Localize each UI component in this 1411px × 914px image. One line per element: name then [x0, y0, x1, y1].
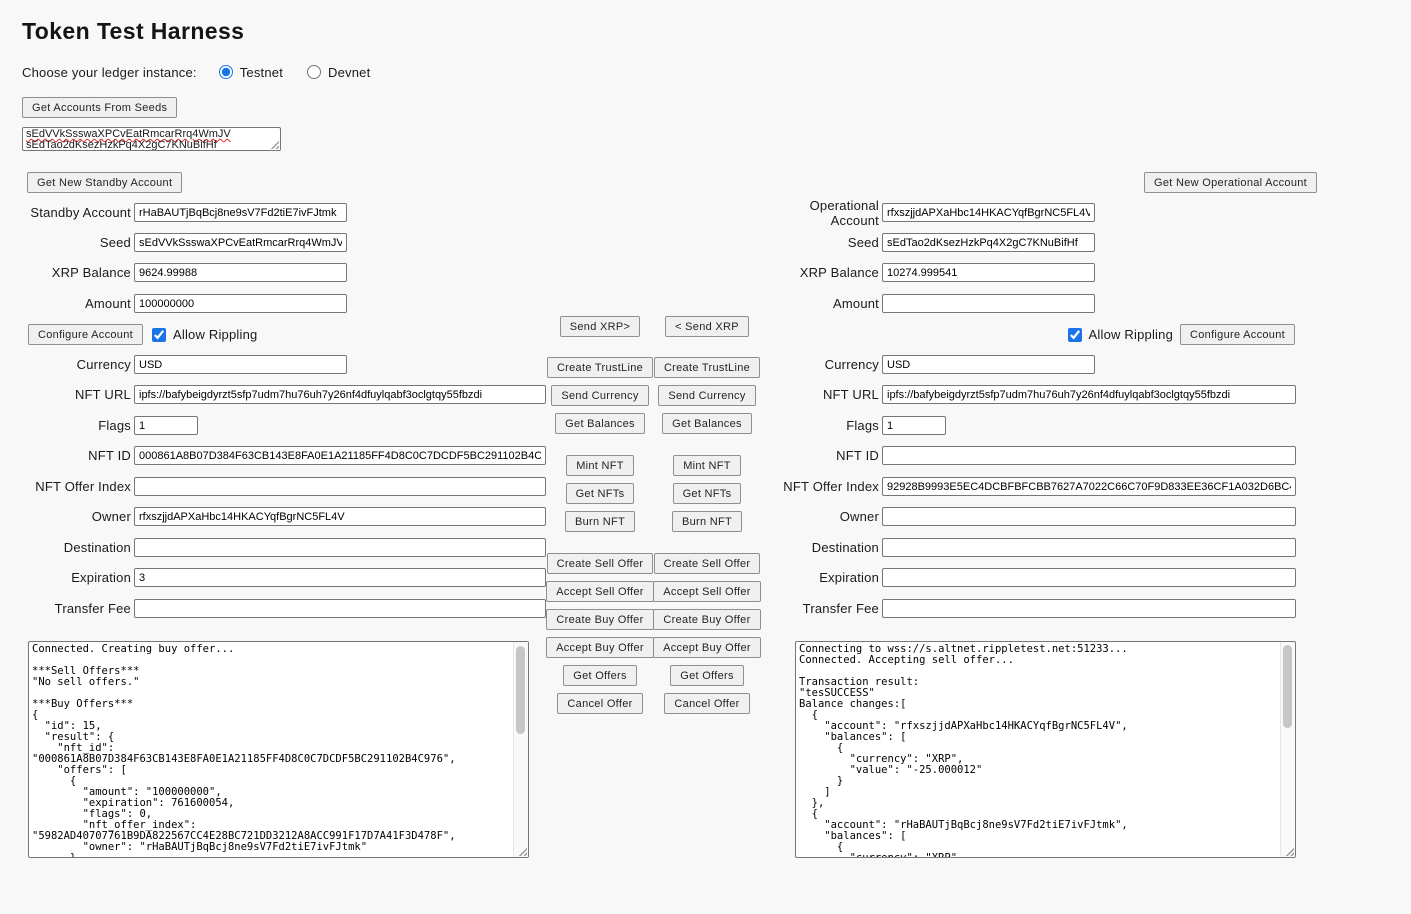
standby-owner-row: [20, 507, 546, 526]
standby-seed-input[interactable]: [134, 233, 347, 252]
standby-destination-label: Destination: [63, 540, 131, 555]
get-accounts-from-seeds-button[interactable]: Get Accounts From Seeds: [22, 97, 177, 118]
standby-configure-account-button[interactable]: Configure Account: [28, 324, 143, 345]
operational-nft-id-input[interactable]: [882, 446, 1296, 465]
operational-nft-id-label: NFT ID: [836, 448, 879, 463]
operational-currency-label: Currency: [824, 357, 879, 372]
mint-nft-operational-button[interactable]: Mint NFT: [673, 455, 741, 476]
devnet-radio-label: Devnet: [328, 64, 371, 80]
standby-expiration-label: Expiration: [71, 570, 131, 585]
operational-allow-rippling-checkbox[interactable]: [1068, 328, 1082, 342]
page-title: Token Test Harness: [22, 18, 245, 44]
standby-account-label: Standby Account: [30, 205, 131, 220]
standby-balance-label: XRP Balance: [51, 265, 131, 280]
operational-allow-rippling-label: Allow Rippling: [1088, 327, 1173, 342]
operational-nft-id-row: [760, 446, 1296, 465]
standby-owner-input[interactable]: [134, 507, 546, 526]
operational-transfer-fee-input[interactable]: [882, 599, 1296, 618]
get-offers-standby-button[interactable]: Get Offers: [563, 665, 637, 686]
get-new-operational-account-button[interactable]: Get New Operational Account: [1144, 172, 1317, 193]
operational-owner-row: [760, 507, 1296, 526]
get-new-standby-account-button[interactable]: Get New Standby Account: [27, 172, 182, 193]
operational-expiration-label: Expiration: [819, 570, 879, 585]
operational-expiration-row: [760, 568, 1296, 587]
standby-actions-column: [545, 316, 655, 714]
create-trustline-standby-button[interactable]: Create TrustLine: [547, 357, 653, 378]
standby-currency-label: Currency: [76, 357, 131, 372]
operational-currency-row: [760, 355, 1095, 374]
standby-destination-row: [20, 538, 546, 557]
operational-amount-label: Amount: [832, 296, 879, 311]
testnet-radio-label: Testnet: [239, 64, 284, 80]
operational-owner-input[interactable]: [882, 507, 1296, 526]
ledger-prompt: Choose your ledger instance:: [22, 64, 197, 80]
operational-nft-url-input[interactable]: [882, 385, 1296, 404]
standby-results-area: [28, 641, 529, 858]
devnet-radio[interactable]: [307, 65, 321, 79]
operational-seed-label: Seed: [847, 235, 879, 250]
standby-seed-label: Seed: [99, 235, 131, 250]
seeds-textarea[interactable]: [22, 127, 281, 151]
operational-currency-input[interactable]: [882, 355, 1095, 374]
create-trustline-operational-button[interactable]: Create TrustLine: [654, 357, 760, 378]
scrollbar-thumb[interactable]: [516, 646, 525, 734]
standby-amount-input[interactable]: [134, 294, 347, 313]
accept-buy-offer-standby-button[interactable]: Accept Buy Offer: [546, 637, 654, 658]
standby-balance-input[interactable]: [134, 263, 347, 282]
burn-nft-standby-button[interactable]: Burn NFT: [565, 511, 635, 532]
seed-line-1: sEdVVkSsswaXPCvEatRmcarRrq4WmJV: [26, 128, 231, 140]
operational-nft-offer-index-row: [760, 477, 1296, 496]
operational-balance-row: [760, 263, 1095, 282]
standby-owner-label: Owner: [91, 509, 131, 524]
standby-seed-row: [20, 233, 347, 252]
standby-nft-url-row: [20, 385, 546, 404]
standby-transfer-fee-row: [20, 599, 546, 618]
standby-allow-rippling-label: Allow Rippling: [173, 327, 258, 342]
ledger-chooser: [22, 63, 394, 81]
get-balances-operational-button[interactable]: Get Balances: [662, 413, 752, 434]
operational-destination-row: [760, 538, 1296, 557]
send-currency-operational-button[interactable]: Send Currency: [658, 385, 755, 406]
standby-flags-input[interactable]: [134, 416, 198, 435]
operational-transfer-fee-label: Transfer Fee: [802, 601, 879, 616]
operational-seed-row: [760, 233, 1095, 252]
standby-account-row: [20, 203, 347, 222]
standby-nft-id-label: NFT ID: [88, 448, 131, 463]
create-sell-offer-standby-button[interactable]: Create Sell Offer: [547, 553, 654, 574]
standby-flags-row: [20, 416, 198, 435]
operational-amount-row: [760, 294, 1095, 313]
standby-destination-input[interactable]: [134, 538, 546, 557]
operational-flags-row: [760, 416, 946, 435]
operational-results-vertical-scrollbar[interactable]: [1280, 642, 1295, 857]
standby-allow-rippling-checkbox[interactable]: [152, 328, 166, 342]
standby-nft-offer-index-row: [20, 477, 546, 496]
standby-nft-offer-index-label: NFT Offer Index: [35, 479, 131, 494]
standby-expiration-row: [20, 568, 546, 587]
cancel-offer-operational-button[interactable]: Cancel Offer: [664, 693, 749, 714]
operational-actions-column: [652, 316, 762, 714]
standby-configure-row: [28, 324, 257, 345]
operational-balance-label: XRP Balance: [799, 265, 879, 280]
accept-sell-offer-operational-button[interactable]: Accept Sell Offer: [653, 581, 760, 602]
operational-expiration-input[interactable]: [882, 568, 1296, 587]
get-offers-operational-button[interactable]: Get Offers: [670, 665, 744, 686]
mint-nft-standby-button[interactable]: Mint NFT: [566, 455, 634, 476]
testnet-radio[interactable]: [219, 65, 233, 79]
operational-account-row: [760, 197, 1095, 228]
operational-amount-input[interactable]: [882, 294, 1095, 313]
standby-currency-input[interactable]: [134, 355, 347, 374]
standby-flags-label: Flags: [98, 418, 131, 433]
standby-expiration-input[interactable]: [134, 568, 546, 587]
standby-nft-url-label: NFT URL: [74, 387, 131, 402]
standby-currency-row: [20, 355, 347, 374]
operational-owner-label: Owner: [839, 509, 879, 524]
create-sell-offer-operational-button[interactable]: Create Sell Offer: [654, 553, 761, 574]
send-xrp-standby-button[interactable]: Send XRP>: [560, 316, 641, 337]
operational-transfer-fee-row: [760, 599, 1296, 618]
operational-nft-url-row: [760, 385, 1296, 404]
standby-nft-id-input[interactable]: [134, 446, 546, 465]
create-buy-offer-operational-button[interactable]: Create Buy Offer: [653, 609, 760, 630]
operational-destination-label: Destination: [811, 540, 879, 555]
operational-nft-url-label: NFT URL: [822, 387, 879, 402]
standby-nft-id-row: [20, 446, 546, 465]
standby-transfer-fee-input[interactable]: [134, 599, 546, 618]
seed-line-2: sEdTao2dKsezHzkPq4X2gC7KNuBifHf: [26, 139, 217, 151]
accept-sell-offer-standby-button[interactable]: Accept Sell Offer: [546, 581, 653, 602]
operational-flags-label: Flags: [846, 418, 879, 433]
operational-destination-input[interactable]: [882, 538, 1296, 557]
operational-account-input[interactable]: [882, 203, 1095, 222]
standby-nft-offer-index-input[interactable]: [134, 477, 546, 496]
standby-results-textarea[interactable]: [28, 641, 529, 858]
standby-amount-label: Amount: [84, 296, 131, 311]
burn-nft-operational-button[interactable]: Burn NFT: [672, 511, 742, 532]
standby-balance-row: [20, 263, 347, 282]
create-buy-offer-standby-button[interactable]: Create Buy Offer: [546, 609, 653, 630]
operational-results-textarea[interactable]: [795, 641, 1296, 858]
operational-flags-input[interactable]: [882, 416, 946, 435]
standby-transfer-fee-label: Transfer Fee: [54, 601, 131, 616]
operational-nft-offer-index-input[interactable]: [882, 477, 1296, 496]
standby-amount-row: [20, 294, 347, 313]
scrollbar-thumb[interactable]: [1283, 645, 1292, 728]
operational-configure-row: [881, 324, 1295, 345]
standby-account-input[interactable]: [134, 203, 347, 222]
operational-results-area: [795, 641, 1296, 858]
get-nfts-standby-button[interactable]: Get NFTs: [566, 483, 635, 504]
operational-seed-input[interactable]: [882, 233, 1095, 252]
send-currency-standby-button[interactable]: Send Currency: [551, 385, 648, 406]
accept-buy-offer-operational-button[interactable]: Accept Buy Offer: [653, 637, 761, 658]
operational-nft-offer-index-label: NFT Offer Index: [783, 479, 879, 494]
standby-results-vertical-scrollbar[interactable]: [513, 642, 528, 857]
get-balances-standby-button[interactable]: Get Balances: [555, 413, 645, 434]
operational-configure-account-button[interactable]: Configure Account: [1180, 324, 1295, 345]
cancel-offer-standby-button[interactable]: Cancel Offer: [557, 693, 642, 714]
operational-account-label: Operational Account: [809, 197, 879, 228]
get-nfts-operational-button[interactable]: Get NFTs: [673, 483, 742, 504]
send-xrp-operational-button[interactable]: < Send XRP: [665, 316, 749, 337]
operational-balance-input[interactable]: [882, 263, 1095, 282]
standby-nft-url-input[interactable]: [134, 385, 546, 404]
